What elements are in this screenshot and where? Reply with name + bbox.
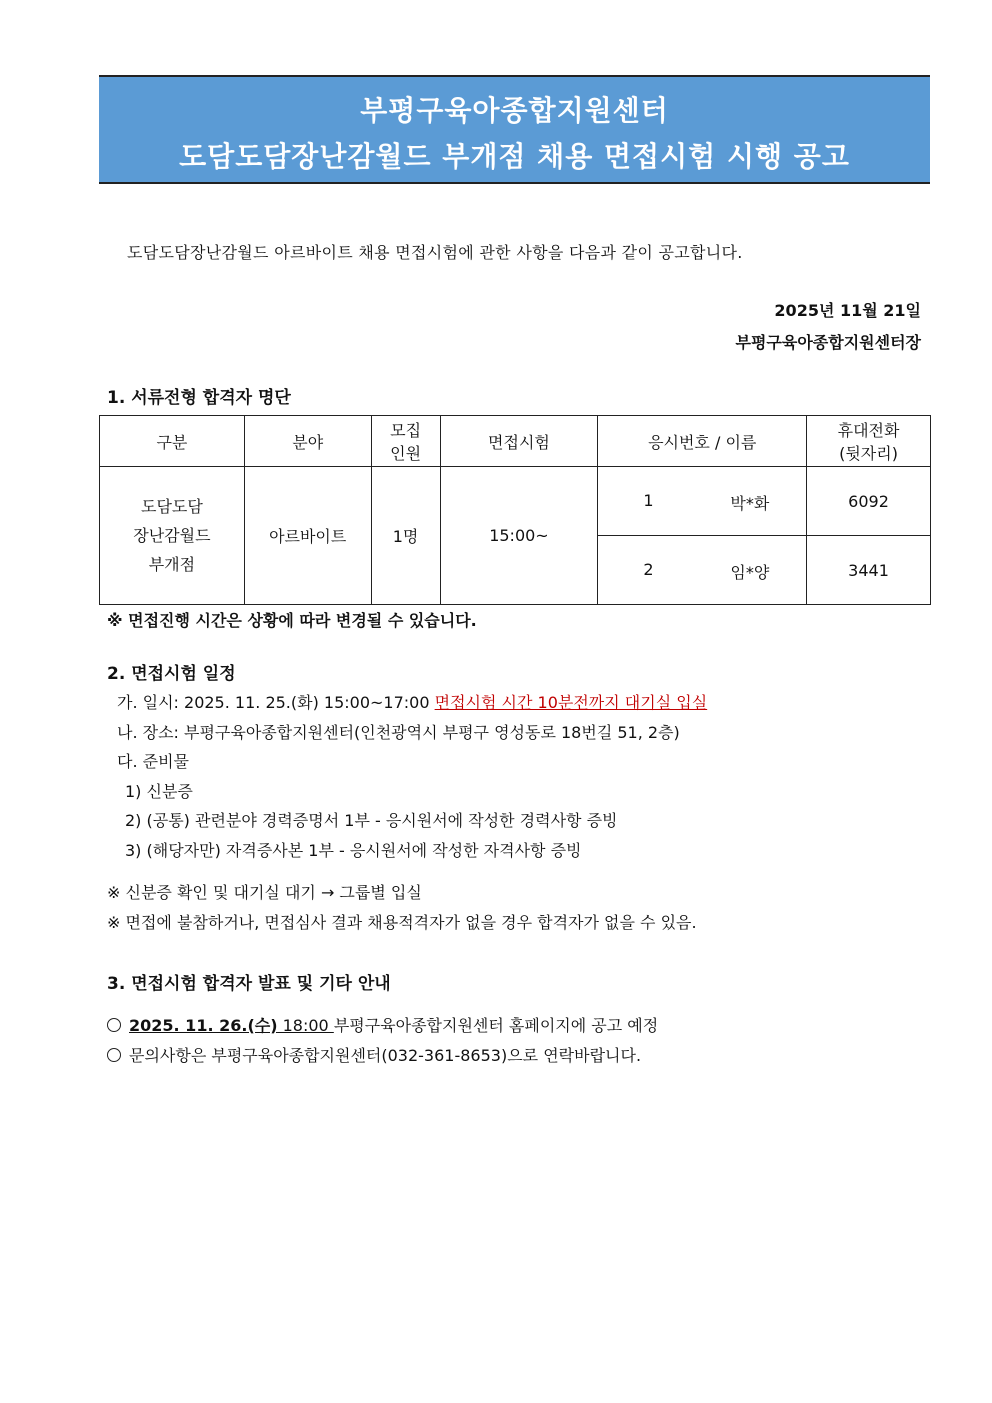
header-applicant: 응시번호 / 이름: [598, 416, 807, 467]
intro-text: 도담도담장난감월드 아르바이트 채용 면접시험에 관한 사항을 다음과 같이 공고합니다.: [127, 243, 743, 262]
category-line3: 부개점: [148, 555, 196, 574]
table-header-row: [100, 416, 931, 467]
contact-item: [107, 1043, 641, 1066]
cell-phone: 6092: [807, 467, 931, 536]
category-line2: 장난감월드: [133, 526, 211, 545]
header-recruit-line2: 인원: [390, 444, 422, 463]
circle-bullet-icon: [107, 1018, 121, 1032]
announce-date: 2025. 11. 26.(수): [129, 1016, 278, 1035]
section2-note: ※ 신분증 확인 및 대기실 대기 → 그룹별 입실: [107, 883, 422, 902]
section3-title: 3. 면접시험 합격자 발표 및 기타 안내: [107, 974, 391, 994]
header-phone-line2: (뒷자리): [839, 444, 898, 463]
section1-title: 1. 서류전형 합격자 명단: [107, 388, 291, 408]
cell-phone: 3441: [807, 536, 931, 605]
prep-title: 다. 준비물: [117, 752, 189, 771]
cell-applicant: [598, 467, 807, 536]
prep-item: 2) (공통) 관련분야 경력증명서 1부 - 응시원서에 작성한 경력사항 증빙: [125, 811, 618, 830]
cell-category: [100, 467, 245, 605]
header-category: 구분: [100, 416, 245, 467]
header-recruit: [371, 416, 440, 467]
contact-text: 문의사항은 부평구육아종합지원센터(032-361-8653)으로 연락바랍니다.: [129, 1046, 642, 1065]
cell-interview-time: 15:00~: [440, 467, 598, 605]
datetime-text: 가. 일시: 2025. 11. 25.(화) 15:00~17:00: [117, 693, 435, 712]
applicant-name: 박*화: [730, 494, 770, 513]
applicant-number: 2: [643, 560, 654, 579]
table-row: [100, 467, 931, 536]
applicant-number: 1: [643, 491, 654, 510]
announcement-item: [107, 1013, 658, 1036]
header-recruit-line1: 모집: [390, 421, 422, 440]
notice-issuer: 부평구육아종합지원센터장: [735, 333, 921, 352]
title-banner: [99, 75, 930, 184]
header-phone-line1: 휴대전화: [837, 421, 900, 440]
circle-bullet-icon: [107, 1048, 121, 1062]
category-line1: 도담도담: [140, 497, 203, 516]
prep-item: 1) 신분증: [125, 782, 193, 801]
applicant-name: 임*양: [730, 563, 770, 582]
cell-applicant: [598, 536, 807, 605]
announce-time: 18:00: [277, 1016, 334, 1035]
header-phone: [807, 416, 931, 467]
section2-title: 2. 면접시험 일정: [107, 664, 236, 684]
prep-item: 3) (해당자만) 자격증사본 1부 - 응시원서에 작성한 자격사항 증빙: [125, 841, 582, 860]
schedule-datetime: [117, 690, 707, 713]
schedule-place: 나. 장소: 부평구육아종합지원센터(인천광역시 부평구 영성동로 18번길 51, 2층): [117, 723, 680, 742]
notice-date: 2025년 11월 21일: [774, 301, 921, 320]
datetime-highlight: 면접시험 시간 10분전까지 대기실 입실: [434, 693, 708, 712]
banner-title-line1: 부평구육아종합지원센터: [360, 94, 669, 127]
section2-note: ※ 면접에 불참하거나, 면접심사 결과 채용적격자가 없을 경우 합격자가 없을 수 있음.: [107, 913, 697, 932]
section1-note: ※ 면접진행 시간은 상황에 따라 변경될 수 있습니다.: [107, 611, 477, 630]
applicant-table: [99, 415, 931, 605]
header-field: 분야: [244, 416, 371, 467]
header-interview: 면접시험: [440, 416, 598, 467]
cell-field: 아르바이트: [244, 467, 371, 605]
banner-title-line2: 도담도담장난감월드 부개점 채용 면접시험 시행 공고: [179, 140, 850, 173]
announce-text: 부평구육아종합지원센터 홈페이지에 공고 예정: [333, 1016, 659, 1035]
cell-headcount: 1명: [371, 467, 440, 605]
